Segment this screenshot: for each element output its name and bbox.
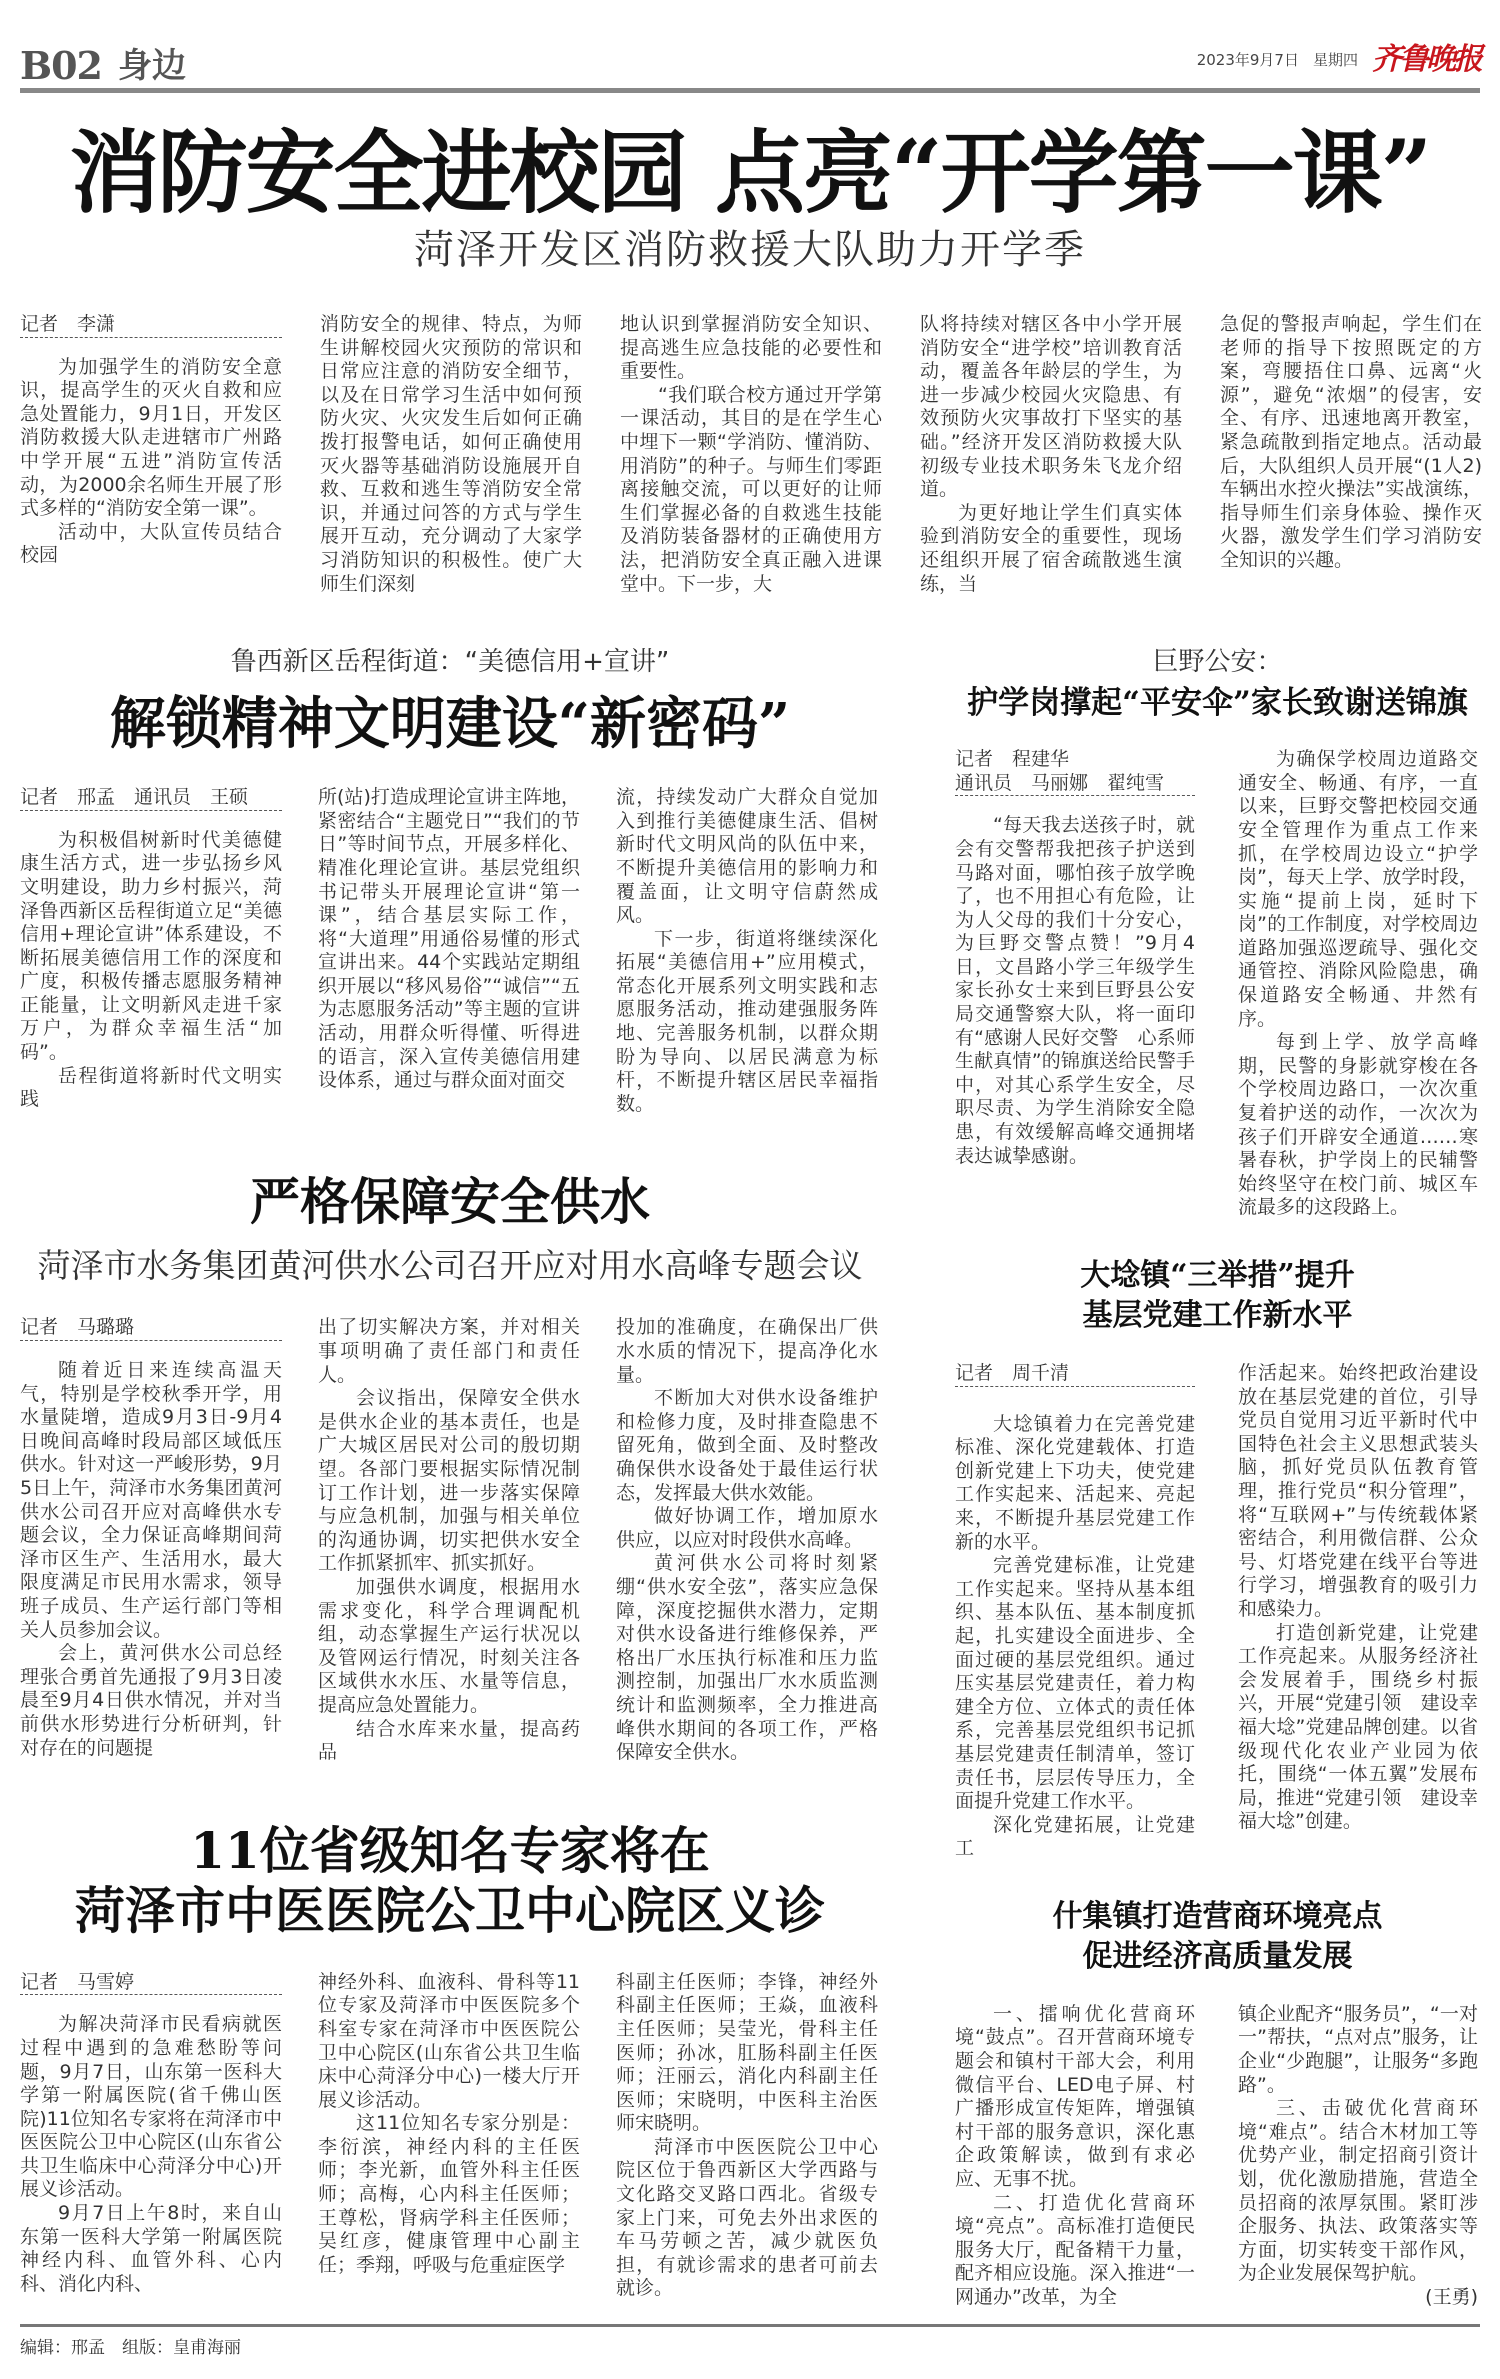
byline: 记者 周千清	[955, 1362, 1195, 1387]
article-column	[318, 1316, 580, 1764]
paragraph: 为积极倡树新时代美德健康生活方式，进一步弘扬乡风文明建设，助力乡村振兴，菏泽鲁西新区岳程街道立足“美德信用+理论宣讲”体系建设，不断拓展美德信用工作的深度和广度，积极传播志愿服务精神正能量，让文明新风走进千家万户，为群众幸福生活“加码”。	[20, 828, 282, 1064]
article-headline-line-2: 基层党建工作新水平	[1082, 1298, 1353, 1333]
article-headline-line-1: 大埝镇“三举措”提升	[1080, 1258, 1355, 1293]
article-kicker: 鲁西新区岳程街道：“美德信用+宣讲”	[230, 647, 670, 678]
paragraph: 所(站)打造成理论宣讲主阵地，紧密结合“主题党日”“我们的节日”等时间节点，开展多样化、精准化理论宣讲。基层党组织书记带头开展理论宣讲“第一课”，结合基层实际工作，将“大道理”用通俗易懂的形式宣讲出来。44个实践站定期组织开展以“移风易俗”“诚信”“五为志愿服务活动”等主题的宣讲活动，用群众听得懂、听得进的语言，深入宣传美德信用建设体系，通过与群众面对面交	[318, 786, 580, 1092]
paragraph: 每到上学、放学高峰期，民警的身影就穿梭在各个学校周边路口，一次次重复着护送的动作，一次次为孩子们开辟安全通道……寒暑春秋，护学岗上的民辅警始终坚守在校门前、城区车流最多的这段路上。	[1238, 1031, 1478, 1219]
paragraph: 队将持续对辖区各中小学开展消防安全“进学校”培训教育活动，覆盖各年龄层的学生，为进一步减少校园火灾隐患、有效预防火灾事故打下坚实的基础。”经济开发区消防救援大队初级专业技术职务朱飞龙介绍道。	[920, 313, 1182, 501]
issue-info	[1197, 42, 1480, 78]
paragraph: 会议指出，保障安全供水是供水企业的基本责任，也是广大城区居民对公司的殷切期望。各部门要根据实际情况制订工作计划，进一步落实保障与应急机制，加强与相关单位的沟通协调，切实把供水安全工作抓紧抓牢、抓实抓好。	[318, 1387, 580, 1575]
article-column	[616, 1316, 878, 1764]
article-body	[20, 1971, 880, 2301]
header-rule	[20, 88, 1480, 93]
byline: 记者 程建华	[955, 748, 1070, 771]
page-number: B02	[20, 43, 102, 88]
article-danian-town	[955, 1256, 1480, 1861]
byline: 记者 李潇	[20, 313, 282, 338]
author-signature: (王勇)	[1425, 2286, 1478, 2308]
article-column	[20, 1316, 282, 1760]
paragraph: 大埝镇着力在完善党建标准、深化党建载体、打造创新党建上下功夫，使党建工作实起来、活起来、亮起来，不断提升基层党建工作新的水平。	[955, 1412, 1195, 1553]
article-column	[955, 1362, 1195, 1861]
paragraph: 地认识到掌握消防安全知识、提高逃生应急技能的必要性和重要性。	[620, 313, 882, 383]
paragraph: 完善党建标准，让党建工作实起来。坚持从基本组织、基本队伍、基本制度抓起，扎实建设全面进步、全面过硬的基层党组织。通过压实基层党建责任，着力构建全方位、立体式的责任体系，完善基层党组织书记抓基层党建责任制清单，签订责任书，层层传导压力，全面提升党建工作水平。	[955, 1554, 1195, 1813]
article-column	[955, 748, 1195, 1168]
article-column	[1238, 748, 1478, 1220]
paragraph: 菏泽市中医医院公卫中心院区位于鲁西新区大学西路与文化路交叉路口西北。省级专家上门来，可免去外出求医的车马劳顿之苦，减少就医负担，有就诊需求的患者可前去就诊。	[616, 2135, 878, 2300]
paragraph: 不断加大对供水设备维护和检修力度，及时排查隐患不留死角，做到全面、及时整改确保供水设备处于最佳运行状态，发挥最大供水效能。	[616, 1387, 878, 1504]
newspaper-logo: 齐鲁晚报	[1372, 42, 1480, 77]
issue-date: 2023年9月7日	[1196, 51, 1299, 69]
article-column	[620, 313, 882, 596]
paragraph: 加强供水调度，根据用水需求变化，科学合理调配机组，动态掌握生产运行状况以及管网运行情况，时刻关注各区域供水水压、水量等信息，提高应急处置能力。	[318, 1575, 580, 1716]
article-column	[1238, 2003, 1478, 2310]
byline: 记者 马璐璐	[20, 1316, 282, 1341]
article-body	[20, 786, 880, 1116]
paragraph: 一、擂响优化营商环境“鼓点”。召开营商环境专题会和镇村干部大会，利用微信平台、LED电子屏、村广播形成宣传矩阵，增强镇村干部的服务意识，深化惠企政策解读，做到有求必应、无事不扰。	[955, 2002, 1195, 2191]
byline: 记者 邢孟 通讯员 王硕	[20, 786, 282, 811]
paragraph: 三、击破优化营商环境“难点”。结合木材加工等优势产业，制定招商引资计划，优化激励措施，营造全员招商的浓厚氛围。紧盯涉企服务、执法、政策落实等方面，切实转变干部作风，为企业发展保驾护航。	[1238, 2097, 1478, 2285]
article-kicker: 巨野公安：	[1152, 647, 1283, 678]
article-column	[920, 313, 1182, 596]
article-body	[955, 2003, 1480, 2310]
editor-credits: 编辑：邢孟 组版：皇甫海丽	[20, 2337, 241, 2358]
article-headline-line-2: 促进经济高质量发展	[1082, 1938, 1353, 1974]
paragraph: 随着近日来连续高温天气，特别是学校秋季开学，用水量陡增，造成9月3日-9月4日晚间高峰时段局部区域低压供水。针对这一严峻形势，9月5日上午，菏泽市水务集团黄河供水公司召开应对高峰供水专题会议，全力保证高峰期间菏泽市区生产、生活用水，最大限度满足市民用水需求，领导班子成员、生产运行部门等相关人员参加会议。	[20, 1359, 282, 1641]
paragraph: 科副主任医师；李锋，神经外科副主任医师；王焱，血液科主任医师；吴莹光，骨科主任医师；孙冰，肛肠科副主任医师；汪丽云，消化内科副主任医师；宋晓明，中医科主治医师宋晓明。	[616, 1970, 878, 2135]
article-column	[320, 313, 582, 596]
left-articles	[20, 646, 880, 2301]
article-headline: 护学岗撑起“平安伞”家长致谢送锦旗	[967, 685, 1468, 722]
issue-weekday: 星期四	[1312, 51, 1358, 69]
paragraph: 流，持续发动广大群众自觉加入到推行美德健康生活、倡树新时代文明风尚的队伍中来，不断提升美德信用的影响力和覆盖面，让文明守信蔚然成风。	[616, 786, 878, 927]
paragraph: 深化党建拓展，让党建工	[955, 1813, 1195, 1860]
paragraph: 9月7日上午8时，来自山东第一医科大学第一附属医院神经内科、血管外科、心内科、消化内科、	[20, 2202, 282, 2295]
paragraph: “每天我去送孩子时，就会有交警帮我把孩子护送到马路对面，哪怕孩子放学晚了，也不用担心有危险，让为人父母的我们十分安心，为巨野交警点赞！”9月4日，文昌路小学三年级学生家长孙女士来到巨野县公安局交通警察大队，将一面印有“感谢人民好交警 心系师生献真情”的锦旗送给民警手中，对其心系学生安全，尽职尽责、为学生消除安全隐患，有效缓解高峰交通拥堵表达诚挚感谢。	[955, 814, 1195, 1167]
paragraph: “我们联合校方通过开学第一课活动，其目的是在学生心中埋下一颗“学消防、懂消防、用消防”的种子。与师生们零距离接触交流，可以更好的让师生们掌握必备的自救逃生技能及消防装备器材的正确使用方法，把消防安全真正融入进课堂中。下一步，大	[620, 383, 882, 595]
paragraph: 投加的准确度，在确保出厂供水水质的情况下，提高净化水量。	[616, 1316, 878, 1386]
main-headline: 消防安全进校园 点亮“开学第一课”	[69, 120, 1431, 226]
lead-article-body	[20, 313, 1480, 596]
paragraph: 为加强学生的消防安全意识，提高学生的灭火自救和应急处置能力，9月1日，开发区消防救援大队走进辖市广州路中学开展“五进”消防宣传活动，为2000余名师生开展了形式多样的“消防安全第一课”。	[20, 355, 282, 520]
paragraph: 岳程街道将新时代文明实践	[20, 1064, 282, 1111]
article-yuecheng	[20, 646, 880, 1116]
paragraph: 会上，黄河供水公司总经理张合勇首先通报了9月3日凌晨至9月4日供水情况，并对当前供水形势进行分析研判，针对存在的问题提	[20, 1642, 282, 1759]
article-shiji-town	[955, 1897, 1480, 2310]
article-column	[1220, 313, 1482, 573]
byline-correspondents: 通讯员 马丽娜 翟纯雪	[955, 772, 1195, 797]
article-column	[955, 2003, 1195, 2310]
paragraph: 为解决菏泽市民看病就医过程中遇到的急难愁盼等问题，9月7日，山东第一医科大学第一附属医院(省千佛山医院)11位知名专家将在菏泽市中医医院公卫中心院区(山东省公共卫生临床中心菏泽分中心)开展义诊活动。	[20, 2013, 282, 2201]
paragraph: 二、打造优化营商环境“亮点”。高标准打造便民服务大厅，配备精干力量，配齐相应设施。深入推进“一网通办”改革，为全	[955, 2191, 1195, 2308]
article-column	[616, 786, 878, 1116]
lower-region	[20, 646, 1480, 2309]
paragraph: 为更好地让学生们真实体验到消防安全的重要性，现场还组织开展了宿舍疏散逃生演练，当	[920, 501, 1182, 595]
article-juye-police	[955, 646, 1480, 1220]
page-header	[20, 0, 1480, 93]
article-headline-line-2: 菏泽市中医医院公卫中心院区义诊	[75, 1880, 825, 1940]
article-column	[1238, 1362, 1478, 1834]
paragraph: 活动中，大队宣传员结合校园	[20, 520, 282, 567]
article-body	[20, 1316, 880, 1764]
paragraph: 急促的警报声响起，学生们在老师的指导下按照既定的方案，弯腰捂住口鼻、远离“火源”，避免“浓烟”的侵害，安全、有序、迅速地离开教室，紧急疏散到指定地点。活动最后，大队组织人员开展“(1人2)车辆出水控火操法”实战演练，指导师生们亲身体验、操作灭火器，激发学生们学习消防安全知识的兴趣。	[1220, 313, 1482, 571]
article-column	[318, 1971, 580, 2278]
paragraph: 这11位知名专家分别是：李衍滨，神经内科的主任医师；李光新，血管外科主任医师；高梅，心内科主任医师；王尊松，肾病学科主任医师；吴红彦，健康管理中心副主任；季翔，呼吸与危重症医学	[318, 2112, 580, 2276]
article-body	[955, 748, 1480, 1220]
paragraph: 作活起来。始终把政治建设放在基层党建的首位，引导党员自觉用习近平新时代中国特色社会主义思想武装头脑，抓好党员队伍教育管理，推行党员“积分管理”，将“互联网+”与传统载体紧密结合，利用微信群、公众号、灯塔党建在线平台等进行学习，增强教育的吸引力和感染力。	[1238, 1362, 1478, 1620]
byline: 记者 马雪婷	[20, 1971, 282, 1996]
article-headline: 严格保障安全供水	[250, 1172, 650, 1232]
article-column	[20, 313, 282, 568]
main-subheadline: 菏泽开发区消防救援大队助力开学季	[414, 227, 1086, 273]
paragraph: 做好协调工作，增加原水供应，以应对时段供水高峰。	[616, 1505, 878, 1551]
article-column	[616, 1971, 878, 2301]
section-name: 身边	[118, 46, 186, 86]
article-column	[20, 1971, 282, 2297]
article-body	[955, 1362, 1480, 1861]
paragraph: 镇企业配齐“服务员”，“一对一”帮扶，“点对点”服务，让企业“少跑腿”，让服务“多跑路”。	[1238, 2002, 1478, 2096]
paragraph: 结合水库来水量，提高药品	[318, 1717, 580, 1764]
right-articles	[955, 646, 1480, 2309]
paragraph: 出了切实解决方案，并对相关事项明确了责任部门和责任人。	[318, 1316, 580, 1386]
footer-rule	[20, 2324, 1480, 2327]
article-headline-line-1: 什集镇打造营商环境亮点	[1052, 1898, 1383, 1934]
article-column	[20, 786, 282, 1112]
paragraph: 下一步，街道将继续深化拓展“美德信用+”应用模式，常态化开展系列文明实践和志愿服务活动，推动建强服务阵地、完善服务机制，以群众期盼为导向、以居民满意为标杆，不断提升辖区居民幸福指数。	[616, 927, 878, 1115]
article-subheadline: 菏泽市水务集团黄河供水公司召开应对用水高峰专题会议	[37, 1246, 863, 1286]
article-water-supply	[20, 1172, 880, 1764]
article-expert-clinic	[20, 1821, 880, 2301]
paragraph: 黄河供水公司将时刻紧绷“供水安全弦”，落实应急保障，深度挖掘供水潜力，定期对供水设备进行维修保养，严格出厂水压执行标准和压力监测控制，加强出厂水水质监测统计和监测频率，全力推进高峰供水期间的各项工作，严格保障安全供水。	[616, 1552, 878, 1764]
paragraph: 消防安全的规律、特点，为师生讲解校园火灾预防的常识和日常应注意的消防安全细节，以及在日常学习生活中如何预防火灾、火灾发生后如何正确拨打报警电话，如何正确使用灭火器等基础消防设施展开自救、互救和逃生等消防安全常识，并通过问答的方式与学生展开互动，充分调动了大家学习消防知识的积极性。使广大师生们深刻	[320, 313, 582, 595]
article-headline-line-1: 11位省级知名专家将在	[190, 1820, 710, 1880]
paragraph: 神经外科、血液科、骨科等11位专家及菏泽市中医医院多个科室专家在菏泽市中医医院公卫中心院区(山东省公共卫生临床中心菏泽分中心)一楼大厅开展义诊活动。	[318, 1970, 580, 2111]
article-headline: 解锁精神文明建设“新密码”	[109, 691, 791, 758]
article-column	[318, 786, 580, 1093]
paragraph: 为确保学校周边道路交通安全、畅通、有序，一直以来，巨野交警把校园交通安全管理作为重点工作来抓，在学校周边设立“护学岗”，每天上学、放学时段，实施“提前上岗，延时下岗”的工作制度，对学校周边道路加强巡逻疏导、强化交通管控、消除风险隐患，确保道路安全畅通、井然有序。	[1238, 748, 1478, 1030]
paragraph: 打造创新党建，让党建工作亮起来。从服务经济社会发展着手，围绕乡村振兴，开展“党建引领 建设幸福大埝”党建品牌创建。以省级现代化农业产业园为依托，围绕“一体五翼”发展布局，推进“党建引领 建设幸福大埝”创建。	[1238, 1621, 1478, 1833]
